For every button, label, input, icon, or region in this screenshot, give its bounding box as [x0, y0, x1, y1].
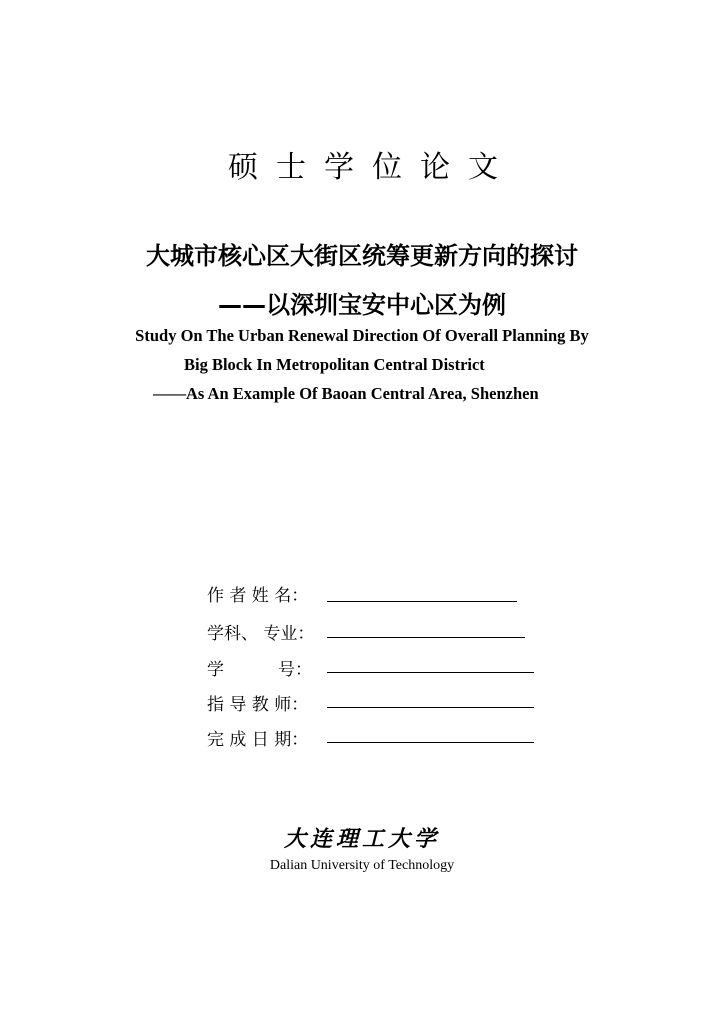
thesis-title-chinese: 大城市核心区大街区统筹更新方向的探讨 [146, 242, 578, 270]
field-label-advisor: 指 导 教 师： [207, 695, 309, 715]
field-advisor-line [327, 707, 534, 708]
field-label-major: 学科、 专业： [207, 624, 315, 644]
field-label-author: 作 者 姓 名： [207, 586, 309, 606]
university-name-chinese: 大连理工大学 [283, 826, 440, 852]
thesis-subtitle-english: ——As An Example Of Baoan Central Area, Shenzhen [153, 384, 539, 403]
field-major-line [327, 637, 525, 638]
field-label-student-id: 学 号： [207, 660, 313, 680]
thesis-title-english-line2: Big Block In Metropolitan Central District [184, 355, 485, 374]
degree-label: 硕士学位论文 [228, 150, 516, 185]
university-name-english: Dalian University of Technology [269, 858, 455, 873]
field-date-line [327, 742, 534, 743]
thesis-subtitle-chinese: ——以深圳宝安中心区为例 [218, 291, 506, 319]
field-student-id-line [327, 672, 534, 673]
field-author-line [327, 601, 517, 602]
thesis-title-english-line1: Study On The Urban Renewal Direction Of Overall Planning By [135, 326, 589, 345]
field-label-date: 完 成 日 期： [207, 730, 309, 750]
